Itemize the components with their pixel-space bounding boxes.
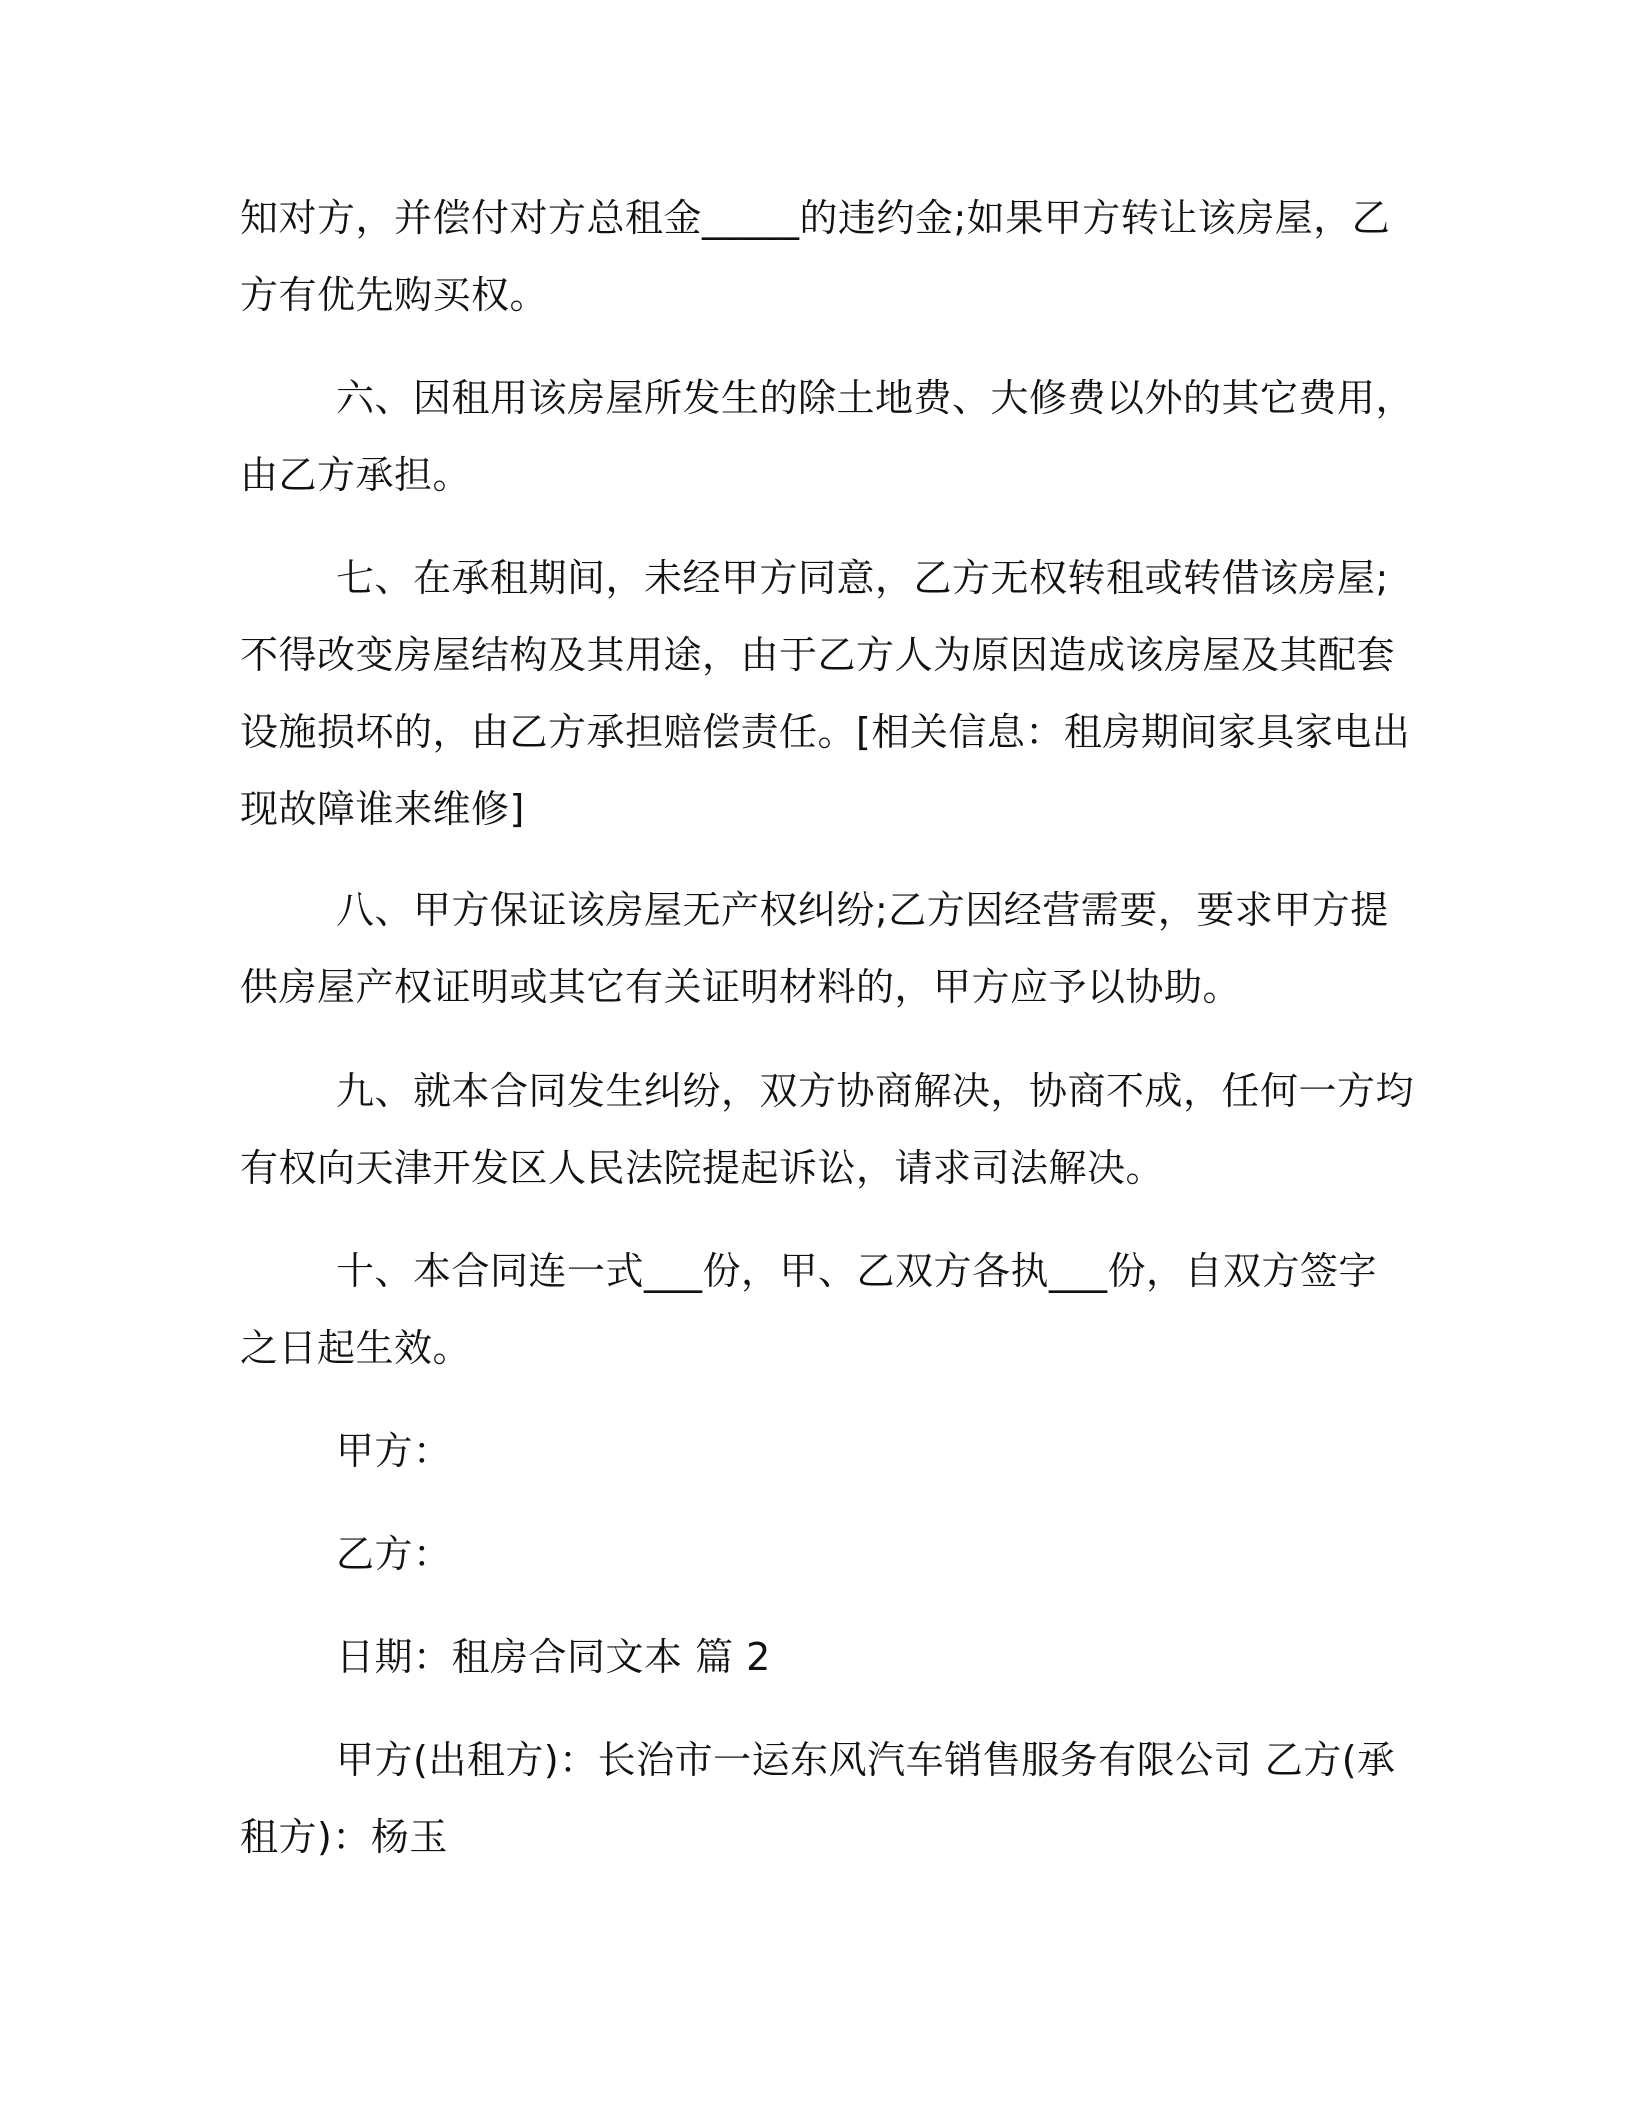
paragraph-parties xyxy=(240,1722,1396,1876)
date-and-section-title xyxy=(240,1619,1380,1696)
signature-party-a xyxy=(240,1413,1380,1490)
text-line: 乙方： xyxy=(336,1532,452,1576)
text-line: 九、就本合同发生纠纷，双方协商解决，协商不成，任何一方均 xyxy=(336,1069,1415,1113)
text-line: 租方)：杨玉 xyxy=(240,1815,448,1859)
paragraph-clause-10 xyxy=(240,1233,1380,1387)
paragraph-clause-9 xyxy=(240,1053,1415,1207)
text-line: 七、在承租期间，未经甲方同意，乙方无权转租或转借该房屋; xyxy=(336,556,1389,600)
paragraph-clause-7 xyxy=(240,540,1411,848)
paragraph-breach-clause-continued xyxy=(240,180,1391,334)
text-line: 甲方(出租方)：长治市一运东风汽车销售服务有限公司 乙方(承 xyxy=(336,1738,1396,1782)
text-line: 供房屋产权证明或其它有关证明材料的，甲方应予以协助。 xyxy=(240,965,1242,1009)
text-line: 方有优先购买权。 xyxy=(240,273,549,317)
text-line: 甲方： xyxy=(336,1429,452,1473)
paragraph-clause-8 xyxy=(240,872,1389,1026)
text-line: 知对方，并偿付对方总租金_____的违约金;如果甲方转让该房屋，乙 xyxy=(240,196,1391,240)
text-line: 设施损坏的，由乙方承担赔偿责任。[相关信息：租房期间家具家电出 xyxy=(240,710,1411,754)
text-line: 由乙方承担。 xyxy=(240,453,472,497)
text-line: 日期：租房合同文本 篇 2 xyxy=(336,1635,771,1679)
text-line: 现故障谁来维修] xyxy=(240,787,525,831)
text-line: 之日起生效。 xyxy=(240,1326,472,1370)
text-line: 十、本合同连一式___份，甲、乙双方各执___份，自双方签字 xyxy=(336,1249,1378,1293)
text-line: 不得改变房屋结构及其用途，由于乙方人为原因造成该房屋及其配套 xyxy=(240,633,1396,677)
text-line: 八、甲方保证该房屋无产权纠纷;乙方因经营需要，要求甲方提 xyxy=(336,888,1389,932)
text-line: 六、因租用该房屋所发生的除土地费、大修费以外的其它费用， xyxy=(336,376,1415,420)
text-line: 有权向天津开发区人民法院提起诉讼，请求司法解决。 xyxy=(240,1146,1165,1190)
paragraph-clause-6 xyxy=(240,360,1415,514)
signature-party-b xyxy=(240,1516,1380,1593)
